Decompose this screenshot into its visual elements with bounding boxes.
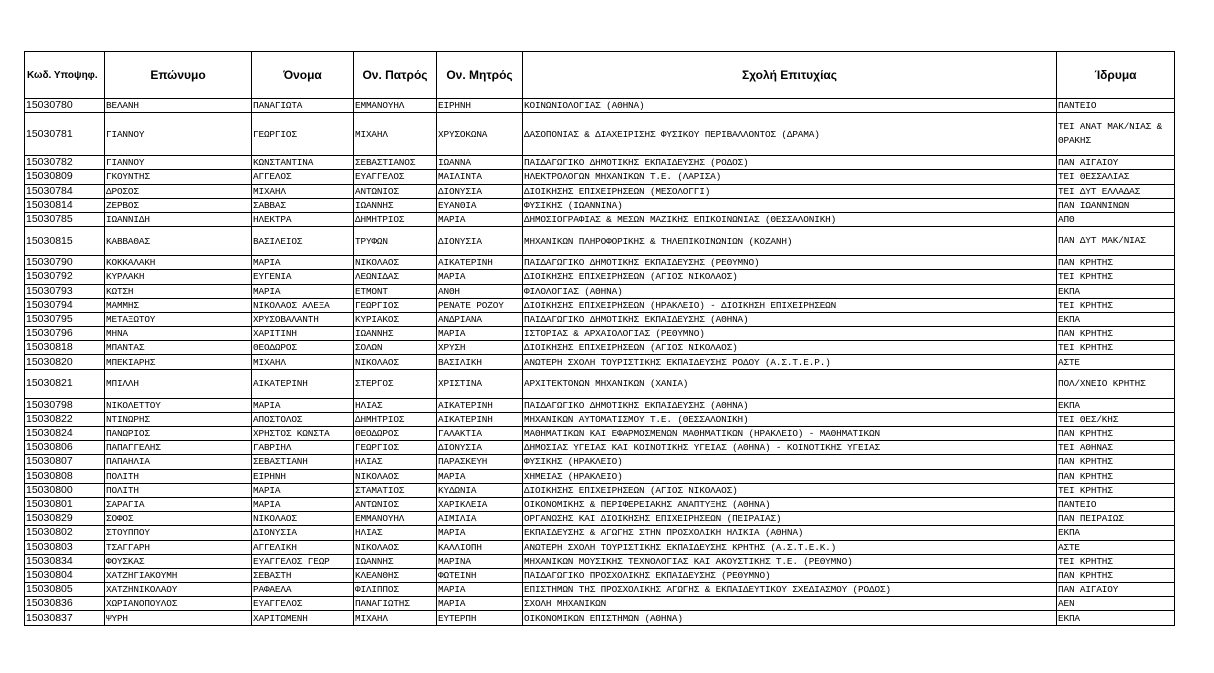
cell-mother-name: ΔΙΟΝΥΣΙΑ xyxy=(437,227,523,256)
table-row xyxy=(25,526,1175,540)
cell-father-name: ΕΜΜΑΝΟΥΗΛ xyxy=(354,512,437,526)
cell-name: ΑΓΓΕΛΟΣ xyxy=(252,170,354,184)
cell-mother-name: ΡΕΝΑΤΕ ΡΟΖΟΥ xyxy=(437,298,523,312)
cell-school: ΧΗΜΕΙΑΣ (ΗΡΑΚΛΕΙΟ) xyxy=(523,469,1057,483)
cell-institution: ΑΕΝ xyxy=(1057,597,1175,611)
cell-code: 15030781 xyxy=(25,113,105,156)
cell-father-name: ΚΛΕΑΝΘΗΣ xyxy=(354,568,437,582)
table-row xyxy=(25,369,1175,398)
cell-surname: ΧΑΤΖΗΝΙΚΟΛΑΟΥ xyxy=(105,583,252,597)
header-institution: Ίδρυμα xyxy=(1057,52,1175,99)
cell-code: 15030801 xyxy=(25,497,105,511)
cell-name: ΚΩΝΣΤΑΝΤΙΝΑ xyxy=(252,156,354,170)
cell-name: ΗΛΕΚΤΡΑ xyxy=(252,212,354,226)
cell-name: ΣΕΒΑΣΤΙΑΝΗ xyxy=(252,455,354,469)
cell-surname: ΦΟΥΣΚΑΣ xyxy=(105,554,252,568)
table-row xyxy=(25,284,1175,298)
table-row xyxy=(25,270,1175,284)
cell-mother-name: ΜΑΡΙΑ xyxy=(437,526,523,540)
cell-name: ΣΕΒΑΣΤΗ xyxy=(252,568,354,582)
table-row xyxy=(25,597,1175,611)
cell-code: 15030814 xyxy=(25,198,105,212)
cell-surname: ΜΠΕΚΙΑΡΗΣ xyxy=(105,355,252,369)
cell-school: ΠΑΙΔΑΓΩΓΙΚΟ ΔΗΜΟΤΙΚΗΣ ΕΚΠΑΙΔΕΥΣΗΣ (ΡΟΔΟΣ) xyxy=(523,156,1057,170)
cell-school: ΣΧΟΛΗ ΜΗΧΑΝΙΚΩΝ xyxy=(523,597,1057,611)
cell-mother-name: ΑΙΜΙΛΙΑ xyxy=(437,512,523,526)
cell-name: ΘΕΟΔΩΡΟΣ xyxy=(252,341,354,355)
cell-father-name: ΑΝΤΩΝΙΟΣ xyxy=(354,497,437,511)
cell-surname: ΧΑΤΖΗΓΙΑΚΟΥΜΗ xyxy=(105,568,252,582)
cell-school: ΔΙΟΙΚΗΣΗΣ ΕΠΙΧΕΙΡΗΣΕΩΝ (ΑΓΙΟΣ ΝΙΚΟΛΑΟΣ) xyxy=(523,341,1057,355)
cell-code: 15030794 xyxy=(25,298,105,312)
cell-school: ΠΑΙΔΑΓΩΓΙΚΟ ΠΡΟΣΧΟΛΙΚΗΣ ΕΚΠΑΙΔΕΥΣΗΣ (ΡΕΘΥΜΝΟ) xyxy=(523,568,1057,582)
cell-institution: ΑΣΤΕ xyxy=(1057,355,1175,369)
cell-name: ΜΑΡΙΑ xyxy=(252,284,354,298)
cell-institution: ΠΑΝ ΙΩΑΝΝΙΝΩΝ xyxy=(1057,198,1175,212)
cell-mother-name: ΦΩΤΕΙΝΗ xyxy=(437,568,523,582)
cell-school: ΟΙΚΟΝΟΜΙΚΩΝ ΕΠΙΣΤΗΜΩΝ (ΑΘΗΝΑ) xyxy=(523,611,1057,625)
cell-institution: ΑΠΘ xyxy=(1057,212,1175,226)
cell-surname: ΨΥΡΗ xyxy=(105,611,252,625)
table-row xyxy=(25,398,1175,412)
table-row xyxy=(25,312,1175,326)
cell-mother-name: ΚΑΛΛΙΟΠΗ xyxy=(437,540,523,554)
cell-father-name: ΘΕΟΔΩΡΟΣ xyxy=(354,427,437,441)
cell-father-name: ΚΥΡΙΑΚΟΣ xyxy=(354,312,437,326)
cell-father-name: ΝΙΚΟΛΑΟΣ xyxy=(354,256,437,270)
cell-school: ΕΚΠΑΙΔΕΥΣΗΣ & ΑΓΩΓΗΣ ΣΤΗΝ ΠΡΟΣΧΟΛΙΚΗ ΗΛΙΚΙΑ (ΑΘΗΝΑ) xyxy=(523,526,1057,540)
cell-surname: ΜΑΜΜΗΣ xyxy=(105,298,252,312)
cell-code: 15030804 xyxy=(25,568,105,582)
cell-institution: ΤΕΙ ΚΡΗΤΗΣ xyxy=(1057,341,1175,355)
cell-school: ΔΑΣΟΠΟΝΙΑΣ & ΔΙΑΧΕΙΡΙΣΗΣ ΦΥΣΙΚΟΥ ΠΕΡΙΒΑΛΛΟΝΤΟΣ (ΔΡΑΜΑ) xyxy=(523,113,1057,156)
cell-name: ΝΙΚΟΛΑΟΣ ΑΛΕΞΑ xyxy=(252,298,354,312)
cell-father-name: ΔΗΜΗΤΡΙΟΣ xyxy=(354,212,437,226)
cell-name: ΑΓΓΕΛΙΚΗ xyxy=(252,540,354,554)
cell-school: ΠΑΙΔΑΓΩΓΙΚΟ ΔΗΜΟΤΙΚΗΣ ΕΚΠΑΙΔΕΥΣΗΣ (ΑΘΗΝΑ) xyxy=(523,398,1057,412)
results-table xyxy=(24,51,1175,626)
cell-institution: ΠΑΝ ΚΡΗΤΗΣ xyxy=(1057,327,1175,341)
cell-school: ΚΟΙΝΩΝΙΟΛΟΓΙΑΣ (ΑΘΗΝΑ) xyxy=(523,99,1057,113)
cell-code: 15030806 xyxy=(25,441,105,455)
cell-name: ΕΥΑΓΓΕΛΟΣ ΓΕΩΡ xyxy=(252,554,354,568)
cell-code: 15030780 xyxy=(25,99,105,113)
cell-father-name: ΑΝΤΩΝΙΟΣ xyxy=(354,184,437,198)
cell-mother-name: ΧΡΙΣΤΙΝΑ xyxy=(437,369,523,398)
cell-surname: ΓΙΑΝΝΟΥ xyxy=(105,156,252,170)
cell-code: 15030820 xyxy=(25,355,105,369)
cell-father-name: ΓΕΩΡΓΙΟΣ xyxy=(354,298,437,312)
cell-surname: ΝΤΙΝΩΡΗΣ xyxy=(105,412,252,426)
cell-mother-name: ΕΥΑΝΘΙΑ xyxy=(437,198,523,212)
cell-school: ΦΥΣΙΚΗΣ (ΗΡΑΚΛΕΙΟ) xyxy=(523,455,1057,469)
cell-father-name: ΝΙΚΟΛΑΟΣ xyxy=(354,540,437,554)
cell-code: 15030782 xyxy=(25,156,105,170)
cell-surname: ΔΡΟΣΟΣ xyxy=(105,184,252,198)
table-row xyxy=(25,184,1175,198)
cell-school: ΑΝΩΤΕΡΗ ΣΧΟΛΗ ΤΟΥΡΙΣΤΙΚΗΣ ΕΚΠΑΙΔΕΥΣΗΣ ΚΡΗΤΗΣ (Α.Σ.Τ.Ε.Κ.) xyxy=(523,540,1057,554)
cell-name: ΑΙΚΑΤΕΡΙΝΗ xyxy=(252,369,354,398)
cell-mother-name: ΜΑΡΙΑ xyxy=(437,270,523,284)
cell-father-name: ΗΛΙΑΣ xyxy=(354,455,437,469)
cell-name: ΔΙΟΝΥΣΙΑ xyxy=(252,526,354,540)
cell-school: ΑΝΩΤΕΡΗ ΣΧΟΛΗ ΤΟΥΡΙΣΤΙΚΗΣ ΕΚΠΑΙΔΕΥΣΗΣ ΡΟΔΟΥ (Α.Σ.Τ.Ε.Ρ.) xyxy=(523,355,1057,369)
cell-school: ΦΙΛΟΛΟΓΙΑΣ (ΑΘΗΝΑ) xyxy=(523,284,1057,298)
cell-surname: ΚΩΤΣΗ xyxy=(105,284,252,298)
table-row xyxy=(25,427,1175,441)
cell-surname: ΝΙΚΟΛΕΤΤΟΥ xyxy=(105,398,252,412)
cell-name: ΣΑΒΒΑΣ xyxy=(252,198,354,212)
cell-name: ΜΑΡΙΑ xyxy=(252,256,354,270)
cell-name: ΧΡΥΣΟΒΑΛΑΝΤΗ xyxy=(252,312,354,326)
table-row xyxy=(25,412,1175,426)
cell-code: 15030834 xyxy=(25,554,105,568)
table-row xyxy=(25,170,1175,184)
cell-mother-name: ΧΑΡΙΚΛΕΙΑ xyxy=(437,497,523,511)
table-row xyxy=(25,212,1175,226)
table-row xyxy=(25,455,1175,469)
cell-name: ΑΠΟΣΤΟΛΟΣ xyxy=(252,412,354,426)
cell-code: 15030829 xyxy=(25,512,105,526)
cell-institution: ΠΑΝΤΕΙΟ xyxy=(1057,99,1175,113)
cell-code: 15030795 xyxy=(25,312,105,326)
cell-school: ΔΗΜΟΣΙΟΓΡΑΦΙΑΣ & ΜΕΣΩΝ ΜΑΖΙΚΗΣ ΕΠΙΚΟΙΝΩΝΙΑΣ (ΘΕΣΣΑΛΟΝΙΚΗ) xyxy=(523,212,1057,226)
cell-name: ΜΙΧΑΗΛ xyxy=(252,355,354,369)
cell-school: ΔΙΟΙΚΗΣΗΣ ΕΠΙΧΕΙΡΗΣΕΩΝ (ΗΡΑΚΛΕΙΟ) - ΔΙΟΙΚΗΣΗ ΕΠΙΧΕΙΡΗΣΕΩΝ xyxy=(523,298,1057,312)
header-row xyxy=(25,52,1175,99)
cell-mother-name: ΜΑΡΙΑ xyxy=(437,597,523,611)
cell-school: ΠΑΙΔΑΓΩΓΙΚΟ ΔΗΜΟΤΙΚΗΣ ΕΚΠΑΙΔΕΥΣΗΣ (ΡΕΘΥΜΝΟ) xyxy=(523,256,1057,270)
cell-code: 15030809 xyxy=(25,170,105,184)
cell-institution: ΠΑΝΤΕΙΟ xyxy=(1057,497,1175,511)
cell-surname: ΜΕΤΑΞΩΤΟΥ xyxy=(105,312,252,326)
cell-father-name: ΗΛΙΑΣ xyxy=(354,526,437,540)
cell-institution: ΠΑΝ ΚΡΗΤΗΣ xyxy=(1057,256,1175,270)
table-row xyxy=(25,256,1175,270)
header-surname: Επώνυμο xyxy=(105,52,252,99)
cell-institution: ΤΕΙ ΑΝΑΤ ΜΑΚ/ΝΙΑΣ & ΘΡΑΚΗΣ xyxy=(1057,113,1175,156)
cell-surname: ΓΙΑΝΝΟΥ xyxy=(105,113,252,156)
cell-name: ΕΥΓΕΝΙΑ xyxy=(252,270,354,284)
cell-institution: ΠΟΛ/ΧΝΕΙΟ ΚΡΗΤΗΣ xyxy=(1057,369,1175,398)
table-row xyxy=(25,298,1175,312)
cell-surname: ΧΩΡΙΑΝΟΠΟΥΛΟΣ xyxy=(105,597,252,611)
cell-institution: ΤΕΙ ΔΥΤ ΕΛΛΑΔΑΣ xyxy=(1057,184,1175,198)
cell-name: ΜΑΡΙΑ xyxy=(252,483,354,497)
cell-name: ΜΑΡΙΑ xyxy=(252,497,354,511)
cell-mother-name: ΜΑΙΛΙΝΤΑ xyxy=(437,170,523,184)
table-row xyxy=(25,355,1175,369)
cell-surname: ΚΟΚΚΑΛΑΚΗ xyxy=(105,256,252,270)
cell-father-name: ΦΙΛΙΠΠΟΣ xyxy=(354,583,437,597)
cell-father-name: ΙΩΑΝΝΗΣ xyxy=(354,327,437,341)
cell-surname: ΓΚΟΥΝΤΗΣ xyxy=(105,170,252,184)
cell-code: 15030836 xyxy=(25,597,105,611)
cell-institution: ΤΕΙ ΘΕΣ/ΚΗΣ xyxy=(1057,412,1175,426)
cell-father-name: ΙΩΑΝΝΗΣ xyxy=(354,554,437,568)
cell-surname: ΠΟΛΙΤΗ xyxy=(105,469,252,483)
cell-name: ΝΙΚΟΛΑΟΣ xyxy=(252,512,354,526)
header-father: Ον. Πατρός xyxy=(354,52,437,99)
cell-surname: ΒΕΛΑΝΗ xyxy=(105,99,252,113)
header-school: Σχολή Επιτυχίας xyxy=(523,52,1057,99)
cell-father-name: ΕΜΜΑΝΟΥΗΛ xyxy=(354,99,437,113)
cell-name: ΕΥΑΓΓΕΛΟΣ xyxy=(252,597,354,611)
cell-surname: ΣΑΡΑΓΙΑ xyxy=(105,497,252,511)
cell-mother-name: ΔΙΟΝΥΣΙΑ xyxy=(437,441,523,455)
cell-surname: ΠΑΠΑΗΛΙΑ xyxy=(105,455,252,469)
cell-mother-name: ΧΡΥΣΟΚΩΝΑ xyxy=(437,113,523,156)
cell-school: ΜΑΘΗΜΑΤΙΚΩΝ ΚΑΙ ΕΦΑΡΜΟΣΜΕΝΩΝ ΜΑΘΗΜΑΤΙΚΩΝ (ΗΡΑΚΛΕΙΟ) - ΜΑΘΗΜΑΤΙΚΩΝ xyxy=(523,427,1057,441)
cell-mother-name: ΙΩΑΝΝΑ xyxy=(437,156,523,170)
cell-school: ΗΛΕΚΤΡΟΛΟΓΩΝ ΜΗΧΑΝΙΚΩΝ Τ.Ε. (ΛΑΡΙΣΑ) xyxy=(523,170,1057,184)
cell-institution: ΠΑΝ ΚΡΗΤΗΣ xyxy=(1057,568,1175,582)
cell-institution: ΕΚΠΑ xyxy=(1057,398,1175,412)
cell-father-name: ΗΛΙΑΣ xyxy=(354,398,437,412)
table-row xyxy=(25,568,1175,582)
cell-name: ΜΙΧΑΗΛ xyxy=(252,184,354,198)
cell-mother-name: ΠΑΡΑΣΚΕΥΗ xyxy=(437,455,523,469)
cell-name: ΧΡΗΣΤΟΣ ΚΩΝΣΤΑ xyxy=(252,427,354,441)
cell-school: ΑΡΧΙΤΕΚΤΟΝΩΝ ΜΗΧΑΝΙΚΩΝ (ΧΑΝΙΑ) xyxy=(523,369,1057,398)
cell-institution: ΠΑΝ ΑΙΓΑΙΟΥ xyxy=(1057,583,1175,597)
cell-code: 15030805 xyxy=(25,583,105,597)
cell-code: 15030808 xyxy=(25,469,105,483)
cell-institution: ΠΑΝ ΔΥΤ ΜΑΚ/ΝΙΑΣ xyxy=(1057,227,1175,256)
cell-surname: ΜΠΙΛΛΗ xyxy=(105,369,252,398)
cell-father-name: ΔΗΜΗΤΡΙΟΣ xyxy=(354,412,437,426)
cell-surname: ΚΑΒΒΑΘΑΣ xyxy=(105,227,252,256)
cell-father-name: ΕΤΜΟΝΤ xyxy=(354,284,437,298)
cell-name: ΓΑΒΡΙΗΛ xyxy=(252,441,354,455)
cell-institution: ΤΕΙ ΚΡΗΤΗΣ xyxy=(1057,270,1175,284)
cell-father-name: ΕΥΑΓΓΕΛΟΣ xyxy=(354,170,437,184)
cell-mother-name: ΧΡΥΣΗ xyxy=(437,341,523,355)
cell-father-name: ΜΙΧΑΗΛ xyxy=(354,611,437,625)
cell-institution: ΤΕΙ ΑΘΗΝΑΣ xyxy=(1057,441,1175,455)
cell-surname: ΤΣΑΓΓΑΡΗ xyxy=(105,540,252,554)
cell-father-name: ΣΕΒΑΣΤΙΑΝΟΣ xyxy=(354,156,437,170)
cell-father-name: ΝΙΚΟΛΑΟΣ xyxy=(354,355,437,369)
cell-father-name: ΣΟΛΩΝ xyxy=(354,341,437,355)
cell-father-name: ΓΕΩΡΓΙΟΣ xyxy=(354,441,437,455)
cell-surname: ΚΥΡΛΑΚΗ xyxy=(105,270,252,284)
cell-name: ΒΑΣΙΛΕΙΟΣ xyxy=(252,227,354,256)
cell-mother-name: ΑΝΘΗ xyxy=(437,284,523,298)
cell-institution: ΠΑΝ ΠΕΙΡΑΙΩΣ xyxy=(1057,512,1175,526)
table-row xyxy=(25,611,1175,625)
cell-name: ΜΑΡΙΑ xyxy=(252,398,354,412)
cell-institution: ΕΚΠΑ xyxy=(1057,312,1175,326)
cell-mother-name: ΜΑΡΙΑ xyxy=(437,583,523,597)
cell-surname: ΣΤΟΥΠΠΟΥ xyxy=(105,526,252,540)
cell-school: ΕΠΙΣΤΗΜΩΝ ΤΗΣ ΠΡΟΣΧΟΛΙΚΗΣ ΑΓΩΓΗΣ & ΕΚΠΑΙΔΕΥΤΙΚΟΥ ΣΧΕΔΙΑΣΜΟΥ (ΡΟΔΟΣ) xyxy=(523,583,1057,597)
cell-surname: ΜΗΝΑ xyxy=(105,327,252,341)
table-row xyxy=(25,198,1175,212)
cell-school: ΔΙΟΙΚΗΣΗΣ ΕΠΙΧΕΙΡΗΣΕΩΝ (ΜΕΣΟΛΟΓΓΙ) xyxy=(523,184,1057,198)
cell-school: ΔΙΟΙΚΗΣΗΣ ΕΠΙΧΕΙΡΗΣΕΩΝ (ΑΓΙΟΣ ΝΙΚΟΛΑΟΣ) xyxy=(523,483,1057,497)
cell-institution: ΤΕΙ ΘΕΣΣΑΛΙΑΣ xyxy=(1057,170,1175,184)
cell-father-name: ΤΡΥΦΩΝ xyxy=(354,227,437,256)
cell-code: 15030822 xyxy=(25,412,105,426)
cell-institution: ΤΕΙ ΚΡΗΤΗΣ xyxy=(1057,483,1175,497)
cell-code: 15030837 xyxy=(25,611,105,625)
cell-institution: ΠΑΝ ΚΡΗΤΗΣ xyxy=(1057,469,1175,483)
cell-mother-name: ΑΝΔΡΙΑΝΑ xyxy=(437,312,523,326)
cell-institution: ΠΑΝ ΚΡΗΤΗΣ xyxy=(1057,455,1175,469)
cell-father-name: ΣΤΕΡΓΟΣ xyxy=(354,369,437,398)
cell-code: 15030818 xyxy=(25,341,105,355)
cell-code: 15030785 xyxy=(25,212,105,226)
table-row xyxy=(25,483,1175,497)
cell-school: ΜΗΧΑΝΙΚΩΝ ΑΥΤΟΜΑΤΙΣΜΟΥ Τ.Ε. (ΘΕΣΣΑΛΟΝΙΚΗ) xyxy=(523,412,1057,426)
cell-school: ΜΗΧΑΝΙΚΩΝ ΜΟΥΣΙΚΗΣ ΤΕΧΝΟΛΟΓΙΑΣ ΚΑΙ ΑΚΟΥΣΤΙΚΗΣ Τ.Ε. (ΡΕΘΥΜΝΟ) xyxy=(523,554,1057,568)
cell-institution: ΕΚΠΑ xyxy=(1057,611,1175,625)
table-row xyxy=(25,227,1175,256)
cell-father-name: ΜΙΧΑΗΛ xyxy=(354,113,437,156)
cell-institution: ΕΚΠΑ xyxy=(1057,526,1175,540)
cell-code: 15030807 xyxy=(25,455,105,469)
cell-code: 15030800 xyxy=(25,483,105,497)
table-row xyxy=(25,469,1175,483)
cell-mother-name: ΜΑΡΙΑ xyxy=(437,469,523,483)
cell-name: ΡΑΦΑΕΛΑ xyxy=(252,583,354,597)
cell-school: ΦΥΣΙΚΗΣ (ΙΩΑΝΝΙΝΑ) xyxy=(523,198,1057,212)
header-code: Κωδ. Υποψηφ. xyxy=(25,52,105,99)
cell-mother-name: ΒΑΣΙΛΙΚΗ xyxy=(437,355,523,369)
cell-surname: ΠΟΛΙΤΗ xyxy=(105,483,252,497)
cell-father-name: ΛΕΩΝΙΔΑΣ xyxy=(354,270,437,284)
cell-mother-name: ΜΑΡΙΝΑ xyxy=(437,554,523,568)
cell-code: 15030798 xyxy=(25,398,105,412)
cell-mother-name: ΔΙΟΝΥΣΙΑ xyxy=(437,184,523,198)
cell-code: 15030803 xyxy=(25,540,105,554)
table-row xyxy=(25,327,1175,341)
cell-surname: ΙΩΑΝΝΙΔΗ xyxy=(105,212,252,226)
cell-school: ΜΗΧΑΝΙΚΩΝ ΠΛΗΡΟΦΟΡΙΚΗΣ & ΤΗΛΕΠΙΚΟΙΝΩΝΙΩΝ (ΚΟΖΑΝΗ) xyxy=(523,227,1057,256)
cell-surname: ΠΑΝΩΡΙΟΣ xyxy=(105,427,252,441)
table-row xyxy=(25,512,1175,526)
cell-institution: ΠΑΝ ΚΡΗΤΗΣ xyxy=(1057,427,1175,441)
table-row xyxy=(25,583,1175,597)
table-row xyxy=(25,441,1175,455)
cell-institution: ΑΣΤΕ xyxy=(1057,540,1175,554)
table-row xyxy=(25,99,1175,113)
cell-name: ΕΙΡΗΝΗ xyxy=(252,469,354,483)
cell-mother-name: ΜΑΡΙΑ xyxy=(437,327,523,341)
cell-code: 15030790 xyxy=(25,256,105,270)
cell-code: 15030802 xyxy=(25,526,105,540)
cell-school: ΟΙΚΟΝΟΜΙΚΗΣ & ΠΕΡΙΦΕΡΕΙΑΚΗΣ ΑΝΑΠΤΥΞΗΣ (ΑΘΗΝΑ) xyxy=(523,497,1057,511)
cell-mother-name: ΑΙΚΑΤΕΡΙΝΗ xyxy=(437,398,523,412)
cell-institution: ΕΚΠΑ xyxy=(1057,284,1175,298)
table-row xyxy=(25,497,1175,511)
table-row xyxy=(25,554,1175,568)
cell-name: ΓΕΩΡΓΙΟΣ xyxy=(252,113,354,156)
cell-surname: ΠΑΠΑΓΓΕΛΗΣ xyxy=(105,441,252,455)
cell-father-name: ΣΤΑΜΑΤΙΟΣ xyxy=(354,483,437,497)
cell-father-name: ΠΑΝΑΓΙΩΤΗΣ xyxy=(354,597,437,611)
cell-code: 15030821 xyxy=(25,369,105,398)
cell-mother-name: ΑΙΚΑΤΕΡΙΝΗ xyxy=(437,256,523,270)
table-row xyxy=(25,156,1175,170)
cell-name: ΧΑΡΙΤΩΜΕΝΗ xyxy=(252,611,354,625)
cell-mother-name: ΕΥΤΕΡΠΗ xyxy=(437,611,523,625)
cell-code: 15030784 xyxy=(25,184,105,198)
cell-code: 15030792 xyxy=(25,270,105,284)
cell-school: ΔΗΜΟΣΙΑΣ ΥΓΕΙΑΣ ΚΑΙ ΚΟΙΝΟΤΙΚΗΣ ΥΓΕΙΑΣ (ΑΘΗΝΑ) - ΚΟΙΝΟΤΙΚΗΣ ΥΓΕΙΑΣ xyxy=(523,441,1057,455)
cell-mother-name: ΜΑΡΙΑ xyxy=(437,212,523,226)
cell-school: ΙΣΤΟΡΙΑΣ & ΑΡΧΑΙΟΛΟΓΙΑΣ (ΡΕΘΥΜΝΟ) xyxy=(523,327,1057,341)
cell-school: ΔΙΟΙΚΗΣΗΣ ΕΠΙΧΕΙΡΗΣΕΩΝ (ΑΓΙΟΣ ΝΙΚΟΛΑΟΣ) xyxy=(523,270,1057,284)
cell-code: 15030796 xyxy=(25,327,105,341)
cell-code: 15030815 xyxy=(25,227,105,256)
cell-surname: ΜΠΑΝΤΑΣ xyxy=(105,341,252,355)
cell-code: 15030793 xyxy=(25,284,105,298)
cell-code: 15030824 xyxy=(25,427,105,441)
header-name: Όνομα xyxy=(252,52,354,99)
cell-institution: ΠΑΝ ΑΙΓΑΙΟΥ xyxy=(1057,156,1175,170)
cell-father-name: ΙΩΑΝΝΗΣ xyxy=(354,198,437,212)
cell-mother-name: ΕΙΡΗΝΗ xyxy=(437,99,523,113)
cell-surname: ΖΕΡΒΟΣ xyxy=(105,198,252,212)
cell-name: ΠΑΝΑΓΙΩΤΑ xyxy=(252,99,354,113)
cell-name: ΧΑΡΙΤΙΝΗ xyxy=(252,327,354,341)
cell-father-name: ΝΙΚΟΛΑΟΣ xyxy=(354,469,437,483)
header-mother: Ον. Μητρός xyxy=(437,52,523,99)
cell-institution: ΤΕΙ ΚΡΗΤΗΣ xyxy=(1057,554,1175,568)
table-row xyxy=(25,113,1175,156)
cell-surname: ΣΟΦΟΣ xyxy=(105,512,252,526)
table-row xyxy=(25,341,1175,355)
cell-mother-name: ΚΥΔΩΝΙΑ xyxy=(437,483,523,497)
cell-school: ΟΡΓΑΝΩΣΗΣ ΚΑΙ ΔΙΟΙΚΗΣΗΣ ΕΠΙΧΕΙΡΗΣΕΩΝ (ΠΕΙΡΑΙΑΣ) xyxy=(523,512,1057,526)
cell-institution: ΤΕΙ ΚΡΗΤΗΣ xyxy=(1057,298,1175,312)
cell-mother-name: ΑΙΚΑΤΕΡΙΝΗ xyxy=(437,412,523,426)
cell-school: ΠΑΙΔΑΓΩΓΙΚΟ ΔΗΜΟΤΙΚΗΣ ΕΚΠΑΙΔΕΥΣΗΣ (ΑΘΗΝΑ) xyxy=(523,312,1057,326)
cell-mother-name: ΓΑΛΑΚΤΙΑ xyxy=(437,427,523,441)
table-row xyxy=(25,540,1175,554)
